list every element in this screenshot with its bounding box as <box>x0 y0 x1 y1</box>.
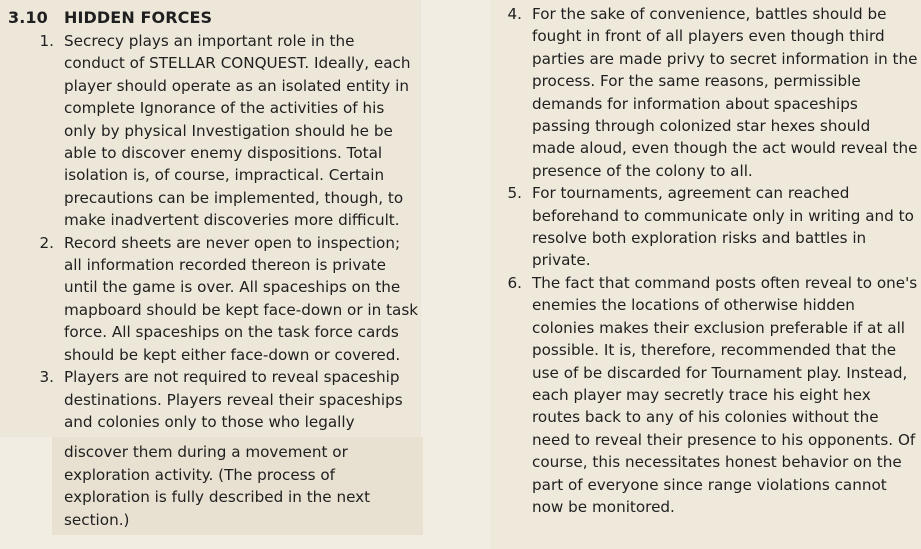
list-item <box>30 30 420 232</box>
list-item-number: 5. <box>507 184 522 203</box>
list-item <box>30 232 420 366</box>
list-item-text: For tournaments, agreement can reached beforehand to communicate only in writing and to resolve both exploration risks and battles in private. <box>532 184 914 270</box>
section-number: 3.10 <box>8 8 48 27</box>
section-heading <box>8 8 212 27</box>
list-item-text: The fact that command posts often reveal to one's enemies the locations of otherwise hidden colonies makes their exclusion preferable if at all possible. It is, therefore, recommended that the use of be discarded for Tournament play. Instead, each player may secretly trace his eight hex routes back to any of his colonies without the need to reveal their presence to his opponents. Of course, this necessitates honest behavior on the part of everyone since range violations cannot now be monitored. <box>532 273 918 516</box>
list-item <box>498 3 918 182</box>
list-item <box>498 272 918 518</box>
section-title: HIDDEN FORCES <box>64 8 213 27</box>
list-item-text: For the sake of convenience, battles should be fought in front of all players even though third parties are made privy to secret information in the process. For the same reasons, permissible demands for information about spaceships passing through colonized star hexes should made aloud, even though the act would reveal the presence of the colony to all. <box>532 5 918 180</box>
right-column <box>498 3 918 518</box>
list-item-text: Record sheets are never open to inspection; all information recorded thereon is private until the game is over. All spaceships on the mapboard should be kept face-down or in task force. All spaceships on the task force cards should be kept either face-down or covered. <box>64 233 419 364</box>
list-item <box>498 182 918 272</box>
list-item-number: 6. <box>507 273 522 292</box>
list-item-text: Secrecy plays an important role in the conduct of STELLAR CONQUEST. Ideally, each player should operate as an isolated entity in complete Ignorance of the activities of his only by physical Investigation should he be able to discover enemy dispositions. Total isolation is, of course, impractical. Certain precautions can be implemented, though, to make inadvertent discoveries more difficult. <box>64 32 411 230</box>
list-item-text: Players are not required to reveal spaceship destinations. Players reveal their spaceships and colonies only to those who legally <box>64 368 403 431</box>
left-column <box>30 30 420 531</box>
list-item-number: 2. <box>39 233 54 252</box>
list-item-number: 3. <box>39 368 54 387</box>
list-item-number: 1. <box>39 32 54 50</box>
list-item <box>30 366 420 531</box>
list-item-number: 4. <box>507 5 522 23</box>
list-item-text-continued: discover them during a movement or exploration activity. (The process of exploration is fully described in the next section.) <box>64 443 371 529</box>
